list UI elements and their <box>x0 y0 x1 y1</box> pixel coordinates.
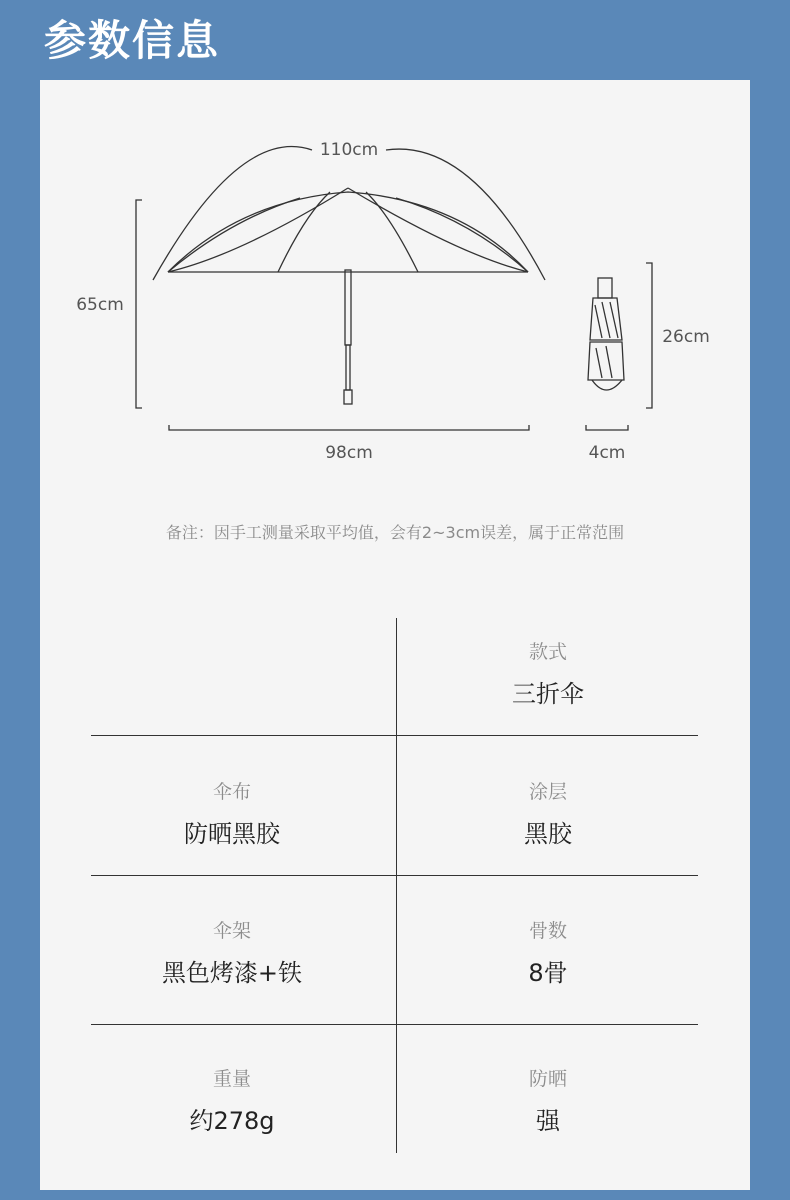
arc-label: 110cm <box>319 140 379 160</box>
spec-style <box>398 637 698 709</box>
width-label: 98cm <box>325 443 373 463</box>
spec-fabric <box>82 777 382 849</box>
spec-table <box>40 80 750 1190</box>
spec-ribs <box>398 916 698 988</box>
spec-value: 黑色烤漆+铁 <box>161 959 303 987</box>
folded-width-label: 4cm <box>588 443 626 463</box>
spec-sun-protection <box>398 1064 698 1136</box>
spec-weight <box>82 1064 382 1136</box>
spec-label: 伞布 <box>212 781 251 803</box>
spec-label: 伞架 <box>212 920 251 942</box>
spec-label: 款式 <box>528 641 567 663</box>
spec-label: 骨数 <box>528 920 567 942</box>
spec-label: 重量 <box>212 1068 251 1090</box>
table-divider <box>91 875 698 876</box>
page-title: 参数信息 <box>44 16 221 65</box>
spec-coating <box>398 777 698 849</box>
folded-height-label: 26cm <box>662 327 710 347</box>
spec-value: 三折伞 <box>512 680 584 708</box>
spec-frame <box>82 916 382 988</box>
table-divider <box>91 1024 698 1025</box>
spec-label: 防晒 <box>528 1068 567 1090</box>
spec-value: 8骨 <box>528 959 568 987</box>
measurement-note: 备注：因手工测量采取平均值，会有2~3cm误差，属于正常范围 <box>165 523 625 542</box>
spec-value: 黑胶 <box>524 820 572 848</box>
spec-value: 防晒黑胶 <box>184 820 280 848</box>
spec-label: 涂层 <box>528 781 567 803</box>
table-divider-vertical <box>396 618 397 1153</box>
table-divider <box>91 735 698 736</box>
height-label: 65cm <box>76 295 124 315</box>
spec-panel <box>40 80 750 1190</box>
spec-value: 强 <box>536 1107 560 1135</box>
spec-value: 约278g <box>189 1107 275 1135</box>
